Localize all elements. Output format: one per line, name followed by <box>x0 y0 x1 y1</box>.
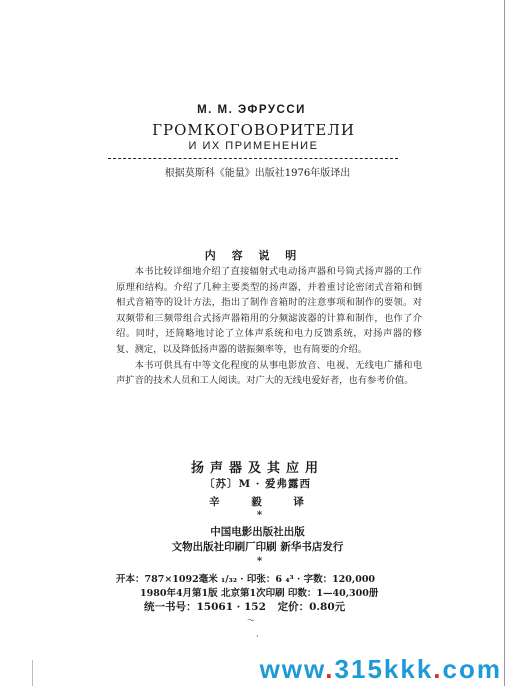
translator: 辛 毅 译 <box>209 496 318 508</box>
abstract-paragraph: 本书可供具有中等文化程度的从事电影放音、电视、无线电广播和电声扩音的技术人员和工人阅读。对广大的无线电爱好者，也有参考价值。 <box>116 359 422 387</box>
russian-title: ГРОМКОГОВОРИТЕЛИ <box>152 121 355 139</box>
edition-info: 1980年4月第1版 北京第1次印刷 印数：1—40,300册 <box>140 588 379 599</box>
abstract-body <box>116 264 422 389</box>
ink-mark: ～ <box>247 616 255 625</box>
book-number: 统一书号：15061 · 152 <box>144 601 266 613</box>
page-edge-right <box>504 0 505 686</box>
abstract-paragraph: 本书比较详细地介绍了直接辐射式电动扬声器和号筒式扬声器的工作原理和结构。介绍了几种主要类型的扬声器，并着重讨论密闭式音箱和倒相式音箱等的设计方法，指出了制作音箱时的注意事项和制作的要领。对双频带和三频带组合式扬声器箱用的分频滤波器的计算和制作，也作了介绍。同时，还简略地讨论了立体声系统和电力反馈系统，对扬声器的修复、测定，以及降低扬声器的谐振频率等，也有简要的介绍。 <box>116 266 422 355</box>
price: 定价：0.80元 <box>277 601 346 613</box>
printer-distributor: 文物出版社印刷厂印刷 新华书店发行 <box>171 541 344 553</box>
separator-star: * <box>256 556 263 567</box>
format-specs: 开本：787×1092毫米 ₁/₃₂ · 印张：6 ₄³ · 字数：120,000 <box>116 574 376 585</box>
publisher: 中国电影出版社出版 <box>210 526 305 538</box>
chinese-title: 扬声器及其应用 <box>190 461 324 476</box>
site-watermark: www.315kkk.com <box>259 654 502 684</box>
translation-source-note: 根据莫斯科《能量》出版社1976年版译出 <box>164 168 351 179</box>
separator-star: * <box>256 510 263 521</box>
page-edge-left <box>32 660 33 686</box>
divider-rule <box>108 158 398 159</box>
russian-subtitle: И ИХ ПРИМЕНЕНИЕ <box>188 140 319 152</box>
chinese-author: 〔苏〕M · 爱弗露西 <box>203 478 312 490</box>
abstract-heading: 内 容 说 明 <box>204 249 303 262</box>
russian-author: М. М. ЭФРУССИ <box>197 104 306 116</box>
book-number-price <box>144 599 353 614</box>
ink-mark: · <box>256 632 259 641</box>
